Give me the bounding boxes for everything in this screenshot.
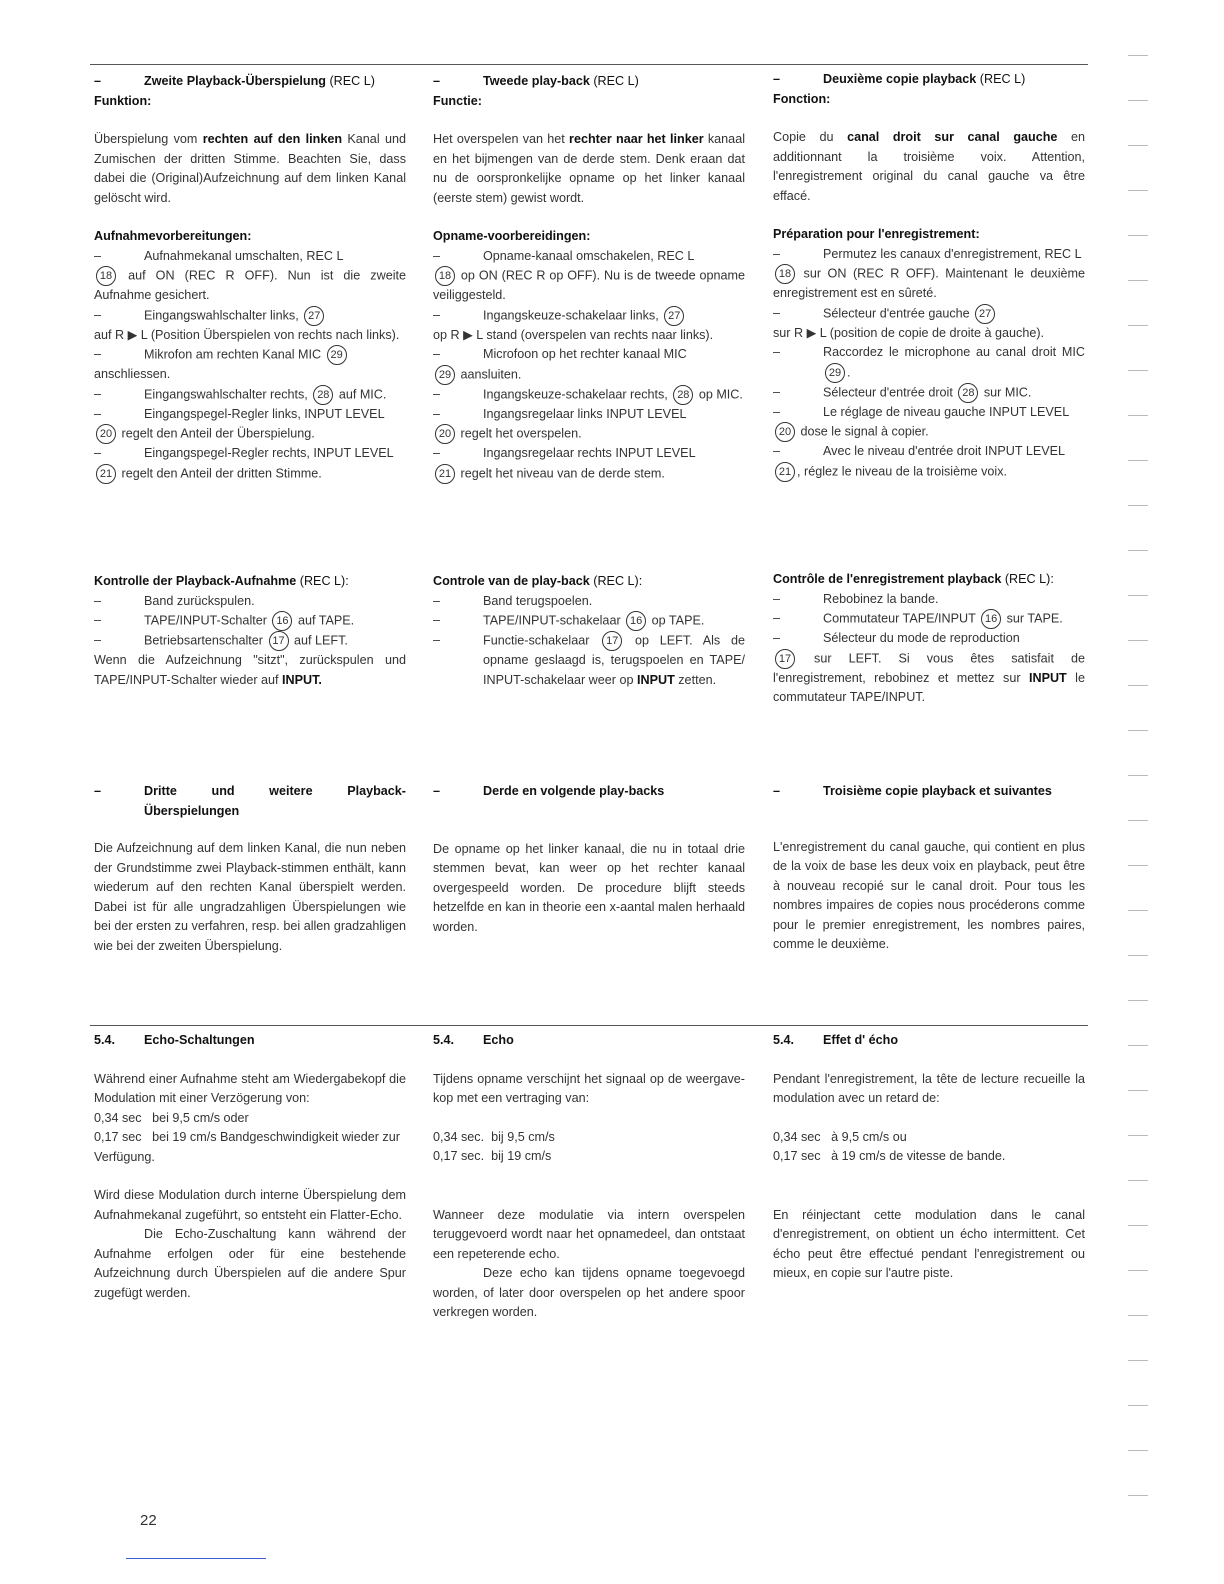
section-text: De opname op het linker kanaal, die nu in totaal drie stemmen bevat, kan weer op het rechter kanaal overgespeeld worden. De procedure blijft steeds hetzelfde en kan in theorie een x-aantal malen herhaald worden.	[433, 841, 745, 934]
step-item: – Rebobinez la bande.	[773, 591, 939, 606]
control-note: Wenn die Aufzeichnung "sitzt", zurückspulen und TAPE/INPUT-Schalter wieder auf INPUT.	[94, 653, 406, 687]
ref-18-icon: 18	[435, 266, 455, 286]
step-continued: 20 regelt den Anteil der Überspielung.	[94, 424, 406, 444]
margin-tick	[1128, 145, 1148, 146]
ref-27-icon: 27	[975, 304, 995, 324]
step-item: – Eingangspegel-Regler links, INPUT LEVEL	[94, 406, 385, 421]
step-item: – Functie-schakelaar 17 op LEFT. Als de opname geslaagd is, terugspoelen en TAPE/ INPUT-schakelaar weer op INPUT zetten.	[433, 633, 745, 687]
ref-17-icon: 17	[269, 631, 289, 651]
step-item: – Microfoon op het rechter kanaal MIC	[433, 347, 687, 361]
margin-tick	[1128, 1090, 1148, 1091]
margin-tick	[1128, 415, 1148, 416]
ref-18-icon: 18	[96, 266, 116, 286]
ref-29-icon: 29	[435, 365, 455, 385]
delay-value: 0,17 sec à 19 cm/s de vitesse de bande.	[773, 1149, 1006, 1163]
echo-text: Deze echo kan tijdens opname toegevoegd worden, of later door overspelen op het andere spoor verkregen worden.	[433, 1266, 745, 1319]
page-number: 22	[140, 1512, 157, 1529]
step-continued: 20 dose le signal à copier.	[773, 422, 1085, 442]
step-continued: anschliessen.	[94, 367, 171, 381]
prep-label: Opname-voorbereidingen:	[433, 229, 591, 243]
ref-17-icon: 17	[775, 649, 795, 669]
echo-text: Während einer Aufnahme steht am Wiedergabekopf die Modulation mit einer Verzögerung von:	[94, 1071, 406, 1105]
step-item: – Le réglage de niveau gauche INPUT LEVEL	[773, 404, 1070, 419]
step-item: – Aufnahmekanal umschalten, REC L	[94, 248, 344, 263]
section-text: L'enregistrement du canal gauche, qui contient en plus de la voix de base les deux voix en playback, peut être à nouveau recopié sur le canal droit. Pour tous les nombres impaires de copies nous procéderons comme pour le premier enregistrement, les nombres paires, comme le deuxième.	[773, 839, 1085, 951]
step-continued: 20 regelt het overspelen.	[433, 424, 745, 444]
ref-29-icon: 29	[327, 345, 347, 365]
control-block	[433, 572, 745, 690]
margin-tick	[1128, 1270, 1148, 1271]
step-continued: 18 auf ON (REC R OFF). Nun ist die zweite Aufnahme gesichert.	[94, 266, 406, 306]
ref-27-icon: 27	[304, 306, 324, 326]
margin-tick	[1128, 595, 1148, 596]
section-title: – Tweede play-back (REC L)	[433, 74, 639, 88]
delay-value: 0,17 sec. bij 19 cm/s	[433, 1149, 552, 1163]
function-text: Het overspelen van het rechter naar het linker kanaal en het bijmengen van de derde stem. Denk eraan dat nu de oorspronkelijke opname op het linker kanaal (eerste stem) gewist wordt.	[433, 132, 745, 205]
step-item: – Sélecteur du mode de reproduction	[773, 631, 1020, 645]
echo-text: Die Echo-Zuschaltung kann während der Aufnahme erfolgen oder für eine bestehende Aufzeichnung durch Überspielen auf die andere Spur zugefügt werden.	[94, 1227, 406, 1300]
section-title: – Zweite Playback-Überspielung (REC L)	[94, 74, 375, 88]
delay-value: 0,34 sec. bij 9,5 cm/s	[433, 1129, 555, 1144]
section-heading: 5.4. Echo	[433, 1033, 514, 1047]
echo-text: En réinjectant cette modulation dans le canal d'enregistrement, on obtient un écho intermittent. Cet écho peut être effectué pendant l'enregistrement ou mieux, en copie sur l'autre piste.	[773, 1207, 1085, 1280]
section-title: – Dritte und weitere Playback-Überspielungen	[94, 784, 406, 818]
function-text: Copie du canal droit sur canal gauche en additionnant la troisième voix. Attention, l'enregistrement original du canal gauche va être effacé.	[773, 130, 1085, 203]
step-continued: 21 , réglez le niveau de la troisième voix.	[773, 462, 1085, 482]
step-item: – TAPE/INPUT-Schalter 16 auf TAPE.	[94, 611, 406, 631]
echo-text: Tijdens opname verschijnt het signaal op de weergave-kop met een vertraging van:	[433, 1071, 745, 1105]
control-label: Contrôle de l'enregistrement playback (REC L):	[773, 572, 1054, 586]
prep-label: Préparation pour l'enregistrement:	[773, 227, 980, 241]
section-heading: 5.4. Effet d' écho	[773, 1033, 899, 1047]
margin-tick	[1128, 1450, 1148, 1451]
margin-tick	[1128, 55, 1148, 56]
step-item: – Raccordez le microphone au canal droit MIC 29 .	[773, 343, 1085, 383]
ref-27-icon: 27	[664, 306, 684, 326]
margin-tick	[1128, 640, 1148, 641]
step-continued: 17 sur LEFT. Si vous êtes satisfait de l'enregistrement, rebobinez et mettez sur INPUT le commutateur TAPE/INPUT.	[773, 649, 1085, 708]
margin-tick	[1128, 1495, 1148, 1496]
prep-block	[433, 227, 745, 484]
margin-tick	[1128, 235, 1148, 236]
playback3-block	[433, 782, 745, 937]
ref-21-icon: 21	[435, 464, 455, 484]
step-continued: auf R ▶ L (Position Überspielen von rechts nach links).	[94, 327, 400, 342]
step-item: – Ingangsregelaar links INPUT LEVEL	[433, 406, 687, 421]
margin-tick	[1128, 955, 1148, 956]
margin-tick	[1128, 1360, 1148, 1361]
margin-tick	[1128, 1000, 1148, 1001]
ref-17-icon: 17	[602, 631, 622, 651]
step-item: – Eingangspegel-Regler rechts, INPUT LEVEL	[94, 446, 394, 460]
margin-tick	[1128, 1315, 1148, 1316]
echo-text: Wird diese Modulation durch interne Überspielung dem Aufnahmekanal zugeführt, so entsteht ein Flatter-Echo.	[94, 1188, 406, 1222]
margin-tick	[1128, 730, 1148, 731]
margin-tick	[1128, 910, 1148, 911]
step-item: – Eingangswahlschalter links, 27	[94, 306, 406, 326]
echo-section-rule	[90, 1025, 1088, 1026]
section-text: Die Aufzeichnung auf dem linken Kanal, die nun neben der Grundstimme zwei Playback-stimmen enthält, kann wiederum auf den rechten Kanal überspielt werden. Dabei ist für alle ungradzahligen Überspielungen wie bei der ersten zu verfahren, resp. bei allen gradzahligen wie bei der zweiten Überspielung.	[94, 841, 406, 953]
ref-20-icon: 20	[775, 422, 795, 442]
margin-tick	[1128, 865, 1148, 866]
step-item: – TAPE/INPUT-schakelaar 16 op TAPE.	[433, 611, 745, 631]
delay-value: 0,34 sec bei 9,5 cm/s oder	[94, 1110, 249, 1125]
ref-20-icon: 20	[435, 424, 455, 444]
playback3-block	[773, 782, 1085, 955]
ref-16-icon: 16	[272, 611, 292, 631]
ref-29-icon: 29	[825, 363, 845, 383]
step-continued: 21 regelt het niveau van de derde stem.	[433, 464, 745, 484]
step-continued: 21 regelt den Anteil der dritten Stimme.	[94, 464, 406, 484]
step-item: – Band zurückspulen.	[94, 593, 255, 608]
echo-block	[433, 1031, 745, 1323]
step-item: – Commutateur TAPE/INPUT 16 sur TAPE.	[773, 609, 1085, 629]
echo-text: Pendant l'enregistrement, la tête de lecture recueille la modulation avec un retard de:	[773, 1071, 1085, 1105]
control-label: Kontrolle der Playback-Aufnahme (REC L):	[94, 574, 349, 588]
step-item: – Ingangskeuze-schakelaar rechts, 28 op MIC.	[433, 385, 745, 405]
ref-20-icon: 20	[96, 424, 116, 444]
section-heading: 5.4. Echo-Schaltungen	[94, 1033, 255, 1047]
control-block	[773, 570, 1085, 708]
step-item: – Betriebsartenschalter 17 auf LEFT.	[94, 631, 406, 651]
function-label: Funktion:	[94, 93, 152, 108]
prep-block	[94, 227, 406, 484]
ref-18-icon: 18	[775, 264, 795, 284]
ref-21-icon: 21	[96, 464, 116, 484]
step-item: – Ingangsregelaar rechts INPUT LEVEL	[433, 446, 696, 460]
ref-28-icon: 28	[958, 383, 978, 403]
function-text: Überspielung vom rechten auf den linken Kanal und Zumischen der dritten Stimme. Beachten Sie, dass dabei die (Original)Aufzeichnung auf dem linken Kanal gelöscht wird.	[94, 132, 406, 205]
delay-value: 0,17 sec bei 19 cm/s Bandgeschwindigkeit wieder zur Verfügung.	[94, 1130, 404, 1164]
footer-line	[126, 1558, 266, 1559]
function-label: Fonction:	[773, 91, 831, 106]
function-label: Functie:	[433, 93, 482, 108]
margin-tick	[1128, 325, 1148, 326]
step-item: – Opname-kanaal omschakelen, REC L	[433, 248, 695, 263]
margin-tick	[1128, 1225, 1148, 1226]
prep-label: Aufnahmevorbereitungen:	[94, 229, 252, 243]
echo-block	[773, 1031, 1085, 1284]
margin-tick	[1128, 190, 1148, 191]
control-block	[94, 572, 406, 690]
margin-tick	[1128, 370, 1148, 371]
margin-tick	[1128, 505, 1148, 506]
section-title: – Deuxième copie playback (REC L)	[773, 72, 1026, 86]
margin-tick	[1128, 1045, 1148, 1046]
prep-block	[773, 225, 1085, 482]
step-continued: sur R ▶ L (position de copie de droite à gauche).	[773, 325, 1045, 340]
ref-28-icon: 28	[673, 385, 693, 405]
step-continued: 18 op ON (REC R op OFF). Nu is de tweede opname veiliggesteld.	[433, 266, 745, 306]
section-title: – Troisième copie playback et suivantes	[773, 784, 1052, 798]
control-label: Controle van de play-back (REC L):	[433, 574, 643, 588]
top-rule	[90, 64, 1088, 65]
margin-tick	[1128, 280, 1148, 281]
section-title: – Derde en volgende play-backs	[433, 784, 665, 798]
step-continued: 29 aansluiten.	[433, 365, 745, 385]
margin-tick	[1128, 550, 1148, 551]
margin-tick	[1128, 1405, 1148, 1406]
step-item: – Avec le niveau d'entrée droit INPUT LEVEL	[773, 444, 1066, 458]
delay-value: 0,34 sec à 9,5 cm/s ou	[773, 1129, 907, 1144]
margin-tick	[1128, 100, 1148, 101]
margin-tick	[1128, 460, 1148, 461]
step-item: – Sélecteur d'entrée droit 28 sur MIC.	[773, 383, 1085, 403]
step-item: – Permutez les canaux d'enregistrement, REC L	[773, 246, 1082, 261]
margin-tick	[1128, 685, 1148, 686]
margin-tick	[1128, 775, 1148, 776]
echo-text: Wanneer deze modulatie via intern overspelen teruggevoerd wordt naar het opnamedeel, dan ontstaat een repeterende echo.	[433, 1207, 745, 1261]
step-continued: 18 sur ON (REC R OFF). Maintenant le deuxième enregistrement est en sûreté.	[773, 264, 1085, 304]
margin-tick	[1128, 1180, 1148, 1181]
margin-tick	[1128, 1135, 1148, 1136]
step-continued: op R ▶ L stand (overspelen van rechts naar links).	[433, 327, 714, 342]
step-item: – Eingangswahlschalter rechts, 28 auf MIC.	[94, 385, 406, 405]
ref-16-icon: 16	[981, 609, 1001, 629]
step-item: – Mikrofon am rechten Kanal MIC 29	[94, 345, 406, 365]
ref-16-icon: 16	[626, 611, 646, 631]
step-item: – Band terugspoelen.	[433, 593, 593, 608]
ref-21-icon: 21	[775, 462, 795, 482]
ref-28-icon: 28	[313, 385, 333, 405]
margin-tick	[1128, 820, 1148, 821]
step-item: – Sélecteur d'entrée gauche 27	[773, 304, 1085, 324]
playback3-block	[94, 782, 406, 956]
step-item: – Ingangskeuze-schakelaar links, 27	[433, 306, 745, 326]
echo-block	[94, 1031, 406, 1303]
